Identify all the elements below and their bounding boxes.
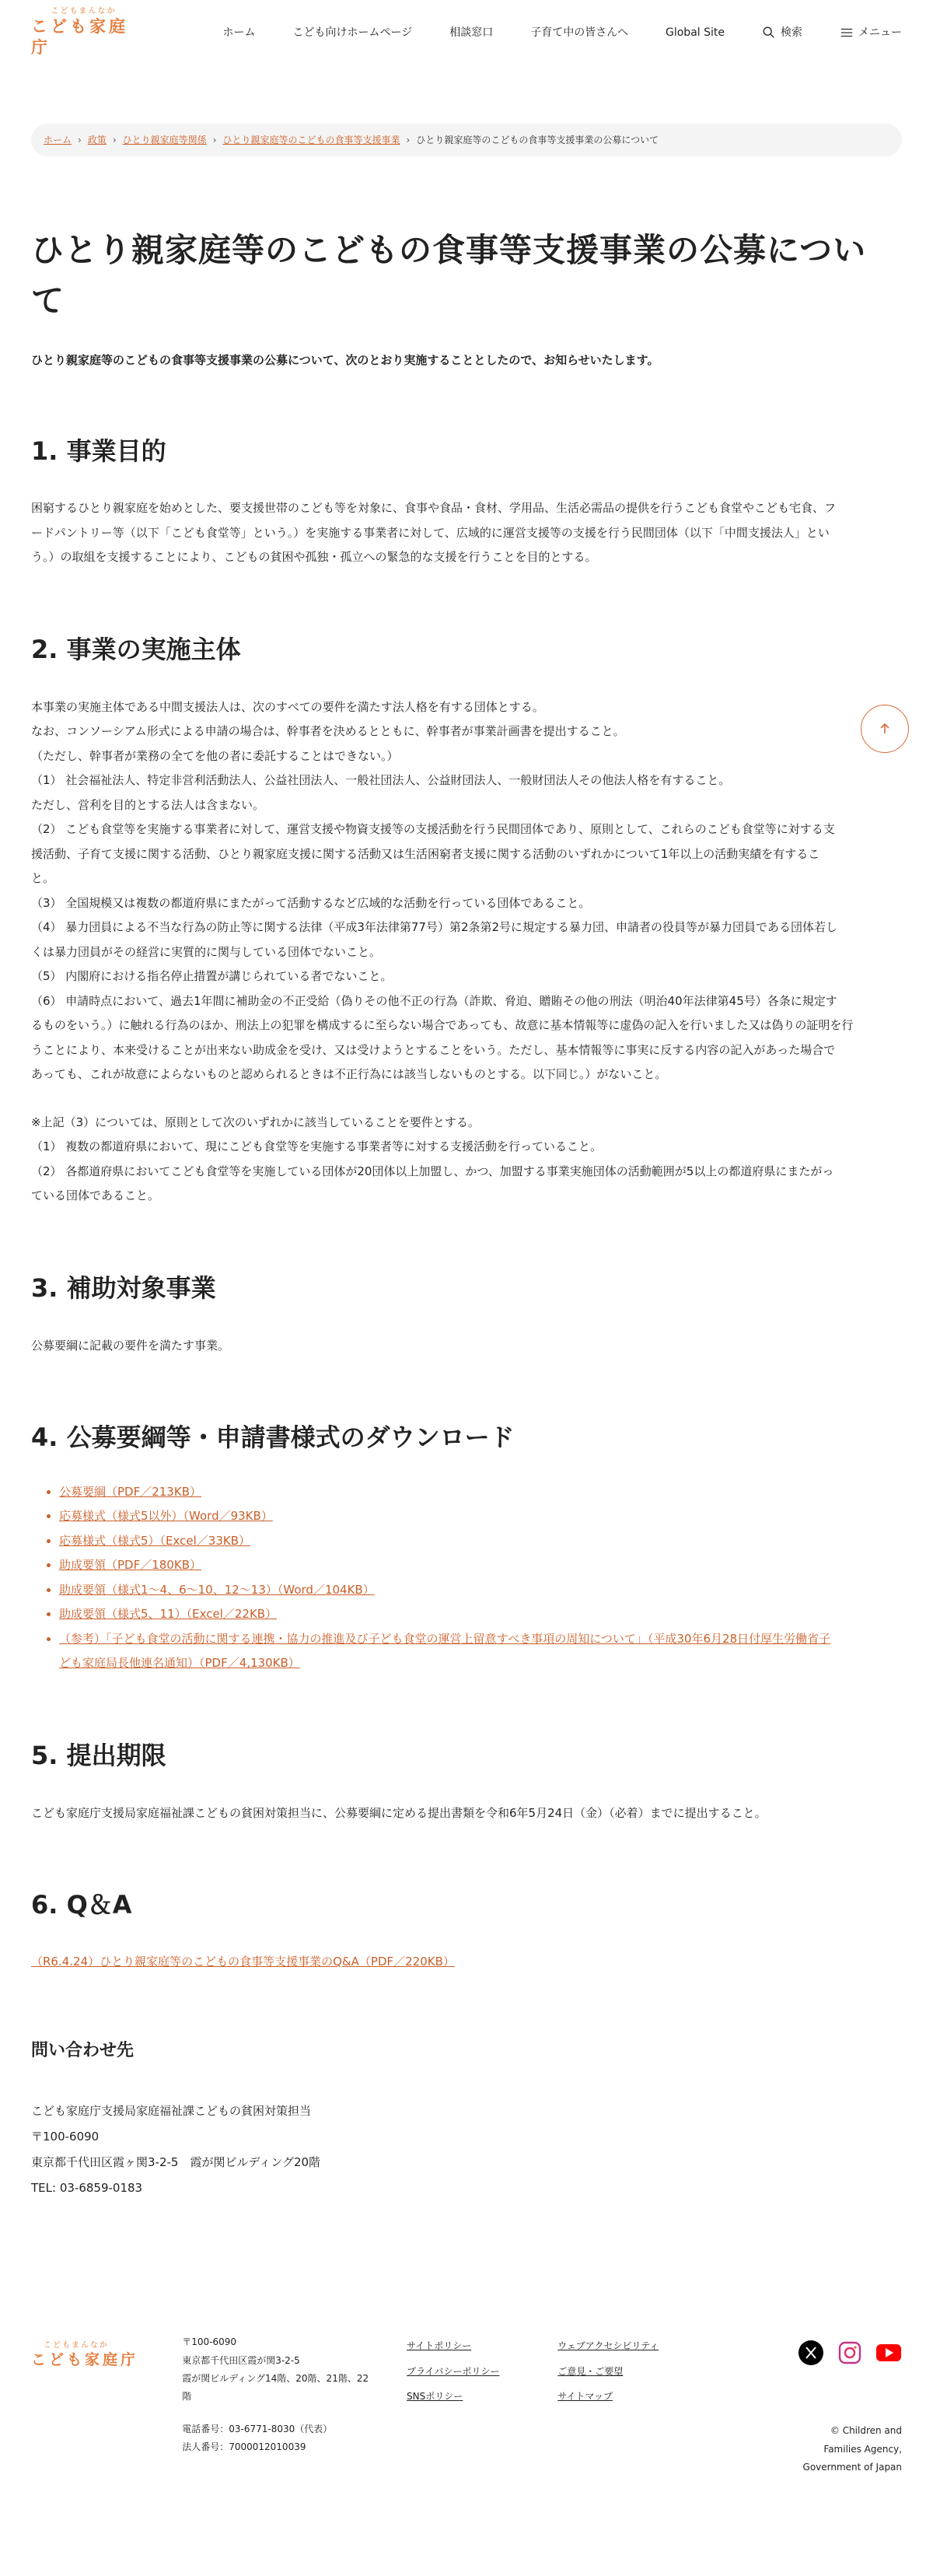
menu-button[interactable] [840,23,902,44]
arrow-up-icon [878,722,892,736]
footer-links-col1 [407,2333,557,2476]
section-heading-implementer: 2. 事業の実施主体 [31,634,241,664]
breadcrumb-single-parent[interactable]: ひとり親家庭等関係 [122,134,207,145]
breadcrumb-home[interactable]: ホーム [44,134,72,145]
breadcrumb [31,124,902,156]
download-link[interactable]: 助成要領（様式1〜4、6〜10、12〜13）（Word／104KB） [59,1582,375,1597]
site-footer [0,2333,933,2570]
download-link[interactable]: 応募様式（様式5）（Excel／33KB） [59,1533,250,1548]
footer-right [798,2333,902,2476]
back-to-top-button[interactable] [861,705,909,753]
lead-text: ひとり親家庭等のこどもの食事等支援事業の公募について、次のとおり実施することとしたので、お知らせいたします。 [31,353,659,368]
chevron-right-icon: › [406,134,411,145]
logo-title: こども家庭庁 [31,16,128,57]
search-icon [762,26,776,40]
qa-download-link[interactable]: （R6.4.24）ひとり親家庭等のこどもの食事等支援事業のQ&A（PDF／220KB） [31,1954,455,1969]
search-button[interactable] [762,23,802,44]
list-item [59,1578,902,1603]
nav-kids-site[interactable]: こども向けホームページ [292,26,413,39]
footer-corp-number: 法人番号：7000012010039 [182,2441,306,2453]
footer-address: 〒100-6090 東京都千代田区霞が関3-2-5 霞が関ビルディング14階、20階、21階、22 階 電話番号：03-6771-8030（代表） 法人番号：7000012010039 [182,2333,407,2476]
logo-subtitle: こどもまんなか [51,6,117,16]
footer-links-col2 [557,2333,798,2476]
main-content [0,225,933,2201]
section-implementer-body: 本事業の実施主体である中間支援法人は、次のすべての要件を満たす法人格を有する団体とする。 なお、コンソーシアム形式による申請の場合は、幹事者を決めるとともに、幹事者が事業計画書を提出すること。 （ただし、幹事者が業務の全てを他の者に委託することはできない。） （1） 社会福祉法人、特定非営利活動法人、公益社団法人、一般社団法人、公益財団法人、一般財団法人その他法人格を有すること。 ただし、営利を目的とする法人は含まない。 （2） こども食堂等を実施する事業者に対して、運営支援や物資支援等の支援活動を行う民間団体であり、原則として、これらのこども食堂等に対する支 援活動、子育て支援に関する活動、ひとり親家庭支援に関する活動又は生活困窮者支援に関する活動のいずれかについて1年以上の活動実績を有するこ と。 （3） 全国規模又は複数の都道府県にまたがって活動するなど広域的な活動を行っている団体であること。 （4） 暴力団員による不当な行為の防止等に関する法律（平成3年法律第77号）第2条第2号に規定する暴力団、申請者の役員等が暴力団員である団体若し くは暴力団員がその経営に実質的に関与している団体でないこと。 （5） 内閣府における指名停止措置が講じられている者でないこと。 （6） 申請時点において、過去1年間に補助金の不正受給（偽りその他不正の行為（詐欺、脅迫、贈賄その他の刑法（明治40年法律第45号）各条に規定す るものをいう。）に触れる行為のほか、刑法上の犯罪を構成するに至らない場合であっても、故意に基本情報等に虚偽の記入を行いました又は偽りの証明を行 うことにより、本来受けることが出来ない助成金を受け、又は受けようとすることをいう。ただし、基本情報等に事実に反する内容の記入があった場合で あっても、これが故意によらないものと認められるときは不正行為には該当しないものとする。以下同じ。）がないこと。 ※上記（3）については、原則として次のいずれかに該当していることを要件とする。 （1） 複数の都道府県において、現にこども食堂等を実施する事業者等に対する支援活動を行っていること。 （2） 各都道府県においてこども食堂等を実施している団体が20団体以上加盟し、かつ、加盟する事業実施団体の活動範囲が5以上の都道府県にまたがっ ている団体であること。 [31,699,854,1203]
list-item [59,1529,902,1554]
site-logo[interactable] [31,7,136,59]
x-icon[interactable] [798,2340,824,2366]
breadcrumb-meal-support[interactable]: ひとり親家庭等のこどもの食事等支援事業 [222,134,400,145]
chevron-right-icon: › [78,134,82,145]
section-heading-deadline: 5. 提出期限 [31,1740,166,1770]
nav-consultation[interactable]: 相談窓口 [449,26,494,39]
list-item [59,1627,902,1676]
site-header [0,0,933,65]
instagram-icon[interactable] [837,2340,863,2366]
download-link[interactable]: 助成要領（PDF／180KB） [59,1558,201,1573]
footer-link-feedback[interactable]: ご意見・ご要望 [557,2365,624,2377]
chevron-right-icon: › [112,134,117,145]
nav-home[interactable]: ホーム [222,26,256,39]
breadcrumb-current: ひとり親家庭等のこどもの食事等支援事業の公募について [416,134,659,145]
breadcrumb-policy[interactable]: 政策 [87,134,107,145]
section-target-body: 公募要綱に記載の要件を満たす事業。 [31,1338,230,1353]
contact-body: こども家庭庁支援局家庭福祉課こどもの貧困対策担当 〒100-6090 東京都千代田区霞ヶ関3-2-5 霞が関ビルディング20階 TEL: 03-6859-0183 [31,2104,321,2196]
sns-links [798,2340,902,2366]
copyright: © Children and Families Agency, Government of Japan [802,2425,903,2473]
section-heading-downloads: 4. 公募要綱等・申請書様式のダウンロード [31,1423,515,1453]
download-link-reference[interactable]: （参考）「子ども食堂の活動に関する連携・協力の推進及び子ども食堂の運営上留意すべき事項の周知について」（平成30年6月28日付厚生労働省子 ども家庭局長他連名通知）（PDF／4,130KB） [59,1631,831,1671]
hamburger-menu-icon [840,26,854,40]
nav-parents[interactable]: 子育て中の皆さんへ [530,26,628,39]
search-label: 検索 [781,26,802,39]
footer-logo-title: こども家庭庁 [31,2351,139,2369]
list-item [59,1504,902,1529]
section-heading-qa: 6. Q＆A [31,1890,132,1920]
download-link[interactable]: 公募要綱（PDF／213KB） [59,1484,201,1499]
footer-logo-subtitle: こどもまんなか [44,2341,109,2350]
menu-label: メニュー [858,26,902,39]
section-heading-purpose: 1. 事業目的 [31,436,166,466]
list-item [59,1553,902,1578]
youtube-icon[interactable] [875,2340,902,2366]
page-title: ひとり親家庭等のこどもの食事等支援事業の公募につい て [31,231,867,320]
download-list [31,1480,902,1676]
section-purpose-body: 困窮するひとり親家庭を始めとした、要支援世帯のこども等を対象に、食事や食品・食材、学用品、生活必需品の提供を行うこども食堂やこども宅食、フ ードパントリー等（以下「こども食堂等」という。）を実施する事業者に対して、広域的に運営支援等の支援を行う民間団体（以下「中間支援法人」とい う。）の取組を支援することにより、こどもの貧困や孤独・孤立への緊急的な支援を行うことを目的とする。 [31,501,837,565]
download-link[interactable]: 応募様式（様式5以外）（Word／93KB） [59,1509,273,1524]
nav-global-site[interactable]: Global Site [666,26,725,39]
footer-link-sns-policy[interactable]: SNSポリシー [407,2391,463,2403]
footer-link-site-policy[interactable]: サイトポリシー [407,2340,472,2352]
contact-heading: 問い合わせ先 [31,2041,135,2061]
main-nav [223,23,902,44]
chevron-right-icon: › [212,134,217,145]
section-deadline-body: こども家庭庁支援局家庭福祉課こどもの貧困対策担当に、公募要綱に定める提出書類を令和6年5月24日（金）（必着）までに提出すること。 [31,1805,767,1820]
list-item [59,1480,902,1505]
footer-link-accessibility[interactable]: ウェブアクセシビリティ [557,2340,659,2352]
list-item [59,1602,902,1627]
section-heading-target: 3. 補助対象事業 [31,1272,216,1303]
footer-link-privacy-policy[interactable]: プライバシーポリシー [407,2365,500,2377]
footer-phone: 電話番号：03-6771-8030（代表） [182,2423,333,2434]
footer-link-sitemap[interactable]: サイトマップ [557,2391,613,2403]
download-link[interactable]: 助成要領（様式5、11）（Excel／22KB） [59,1607,278,1622]
footer-logo[interactable] [31,2333,182,2476]
